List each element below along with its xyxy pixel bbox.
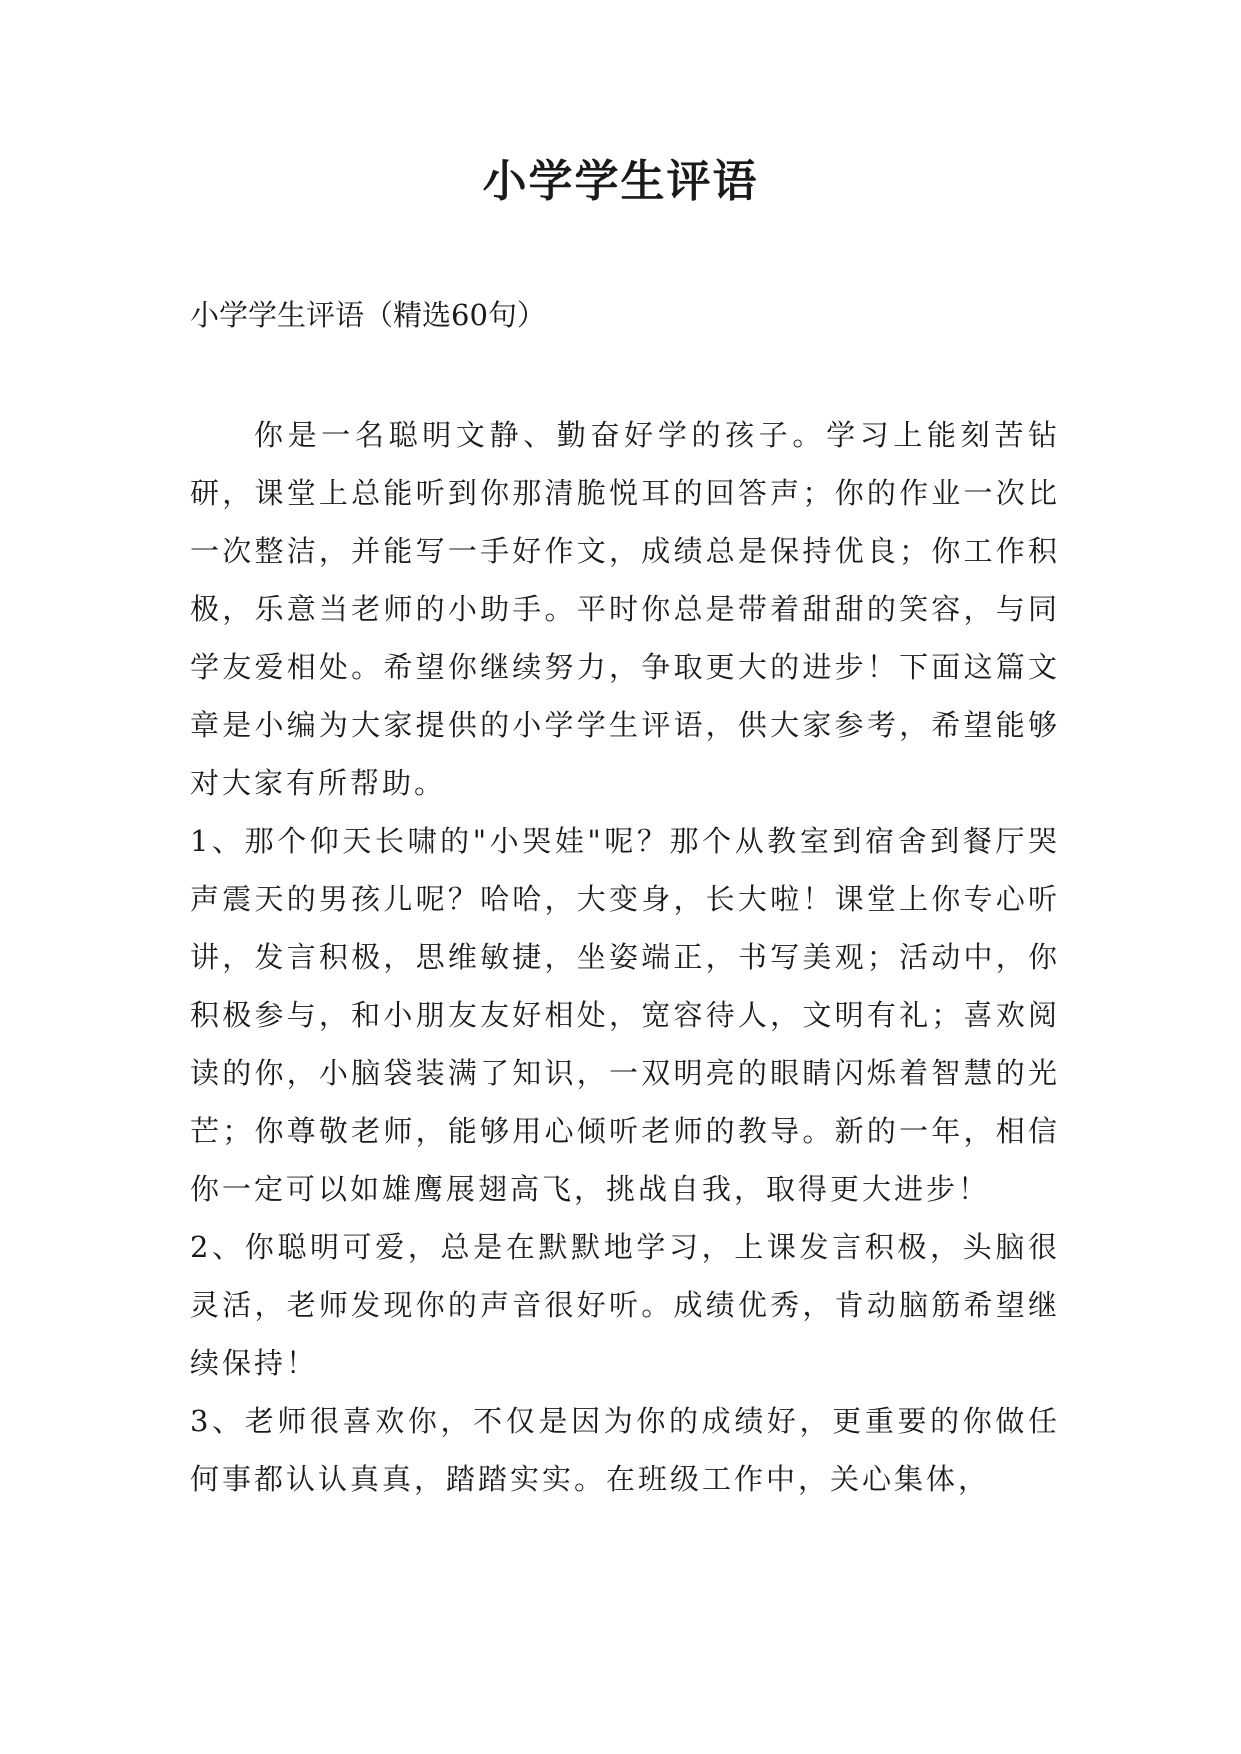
comment-paragraph-2: 2、你聪明可爱，总是在默默地学习，上课发言积极，头脑很灵活，老师发现你的声音很好听。成绩优秀，肯动脑筋希望继续保持！ [190,1230,1060,1380]
intro-paragraph: 你是一名聪明文静、勤奋好学的孩子。学习上能刻苦钻研，课堂上总能听到你那清脆悦耳的回答声；你的作业一次比一次整洁，并能写一手好作文，成绩总是保持优良；你工作积极，乐意当老师的小助手。平时你总是带着甜甜的笑容，与同学友爱相处。希望你继续努力，争取更大的进步！下面这篇文章是小编为大家提供的小学学生评语，供大家参考，希望能够对大家有所帮助。 [190,418,1060,800]
document-body [190,406,1060,1508]
document-title: 小学学生评语 [482,156,759,207]
comment-paragraph-1: 1、那个仰天长啸的"小哭娃"呢？那个从教室到宿舍到餐厅哭声震天的男孩儿呢？哈哈，大变身，长大啦！课堂上你专心听讲，发言积极，思维敏捷，坐姿端正，书写美观；活动中，你积极参与，和小朋友友好相处，宽容待人，文明有礼；喜欢阅读的你，小脑袋装满了知识，一双明亮的眼睛闪烁着智慧的光芒；你尊敬老师，能够用心倾听老师的教导。新的一年，相信你一定可以如雄鹰展翅高飞，挑战自我，取得更大进步！ [190,824,1060,1206]
comment-paragraph-3: 3、老师很喜欢你，不仅是因为你的成绩好，更重要的你做任何事都认认真真，踏踏实实。在班级工作中，关心集体， [190,1404,1060,1496]
document-subtitle: 小学学生评语（精选60句） [190,298,546,332]
